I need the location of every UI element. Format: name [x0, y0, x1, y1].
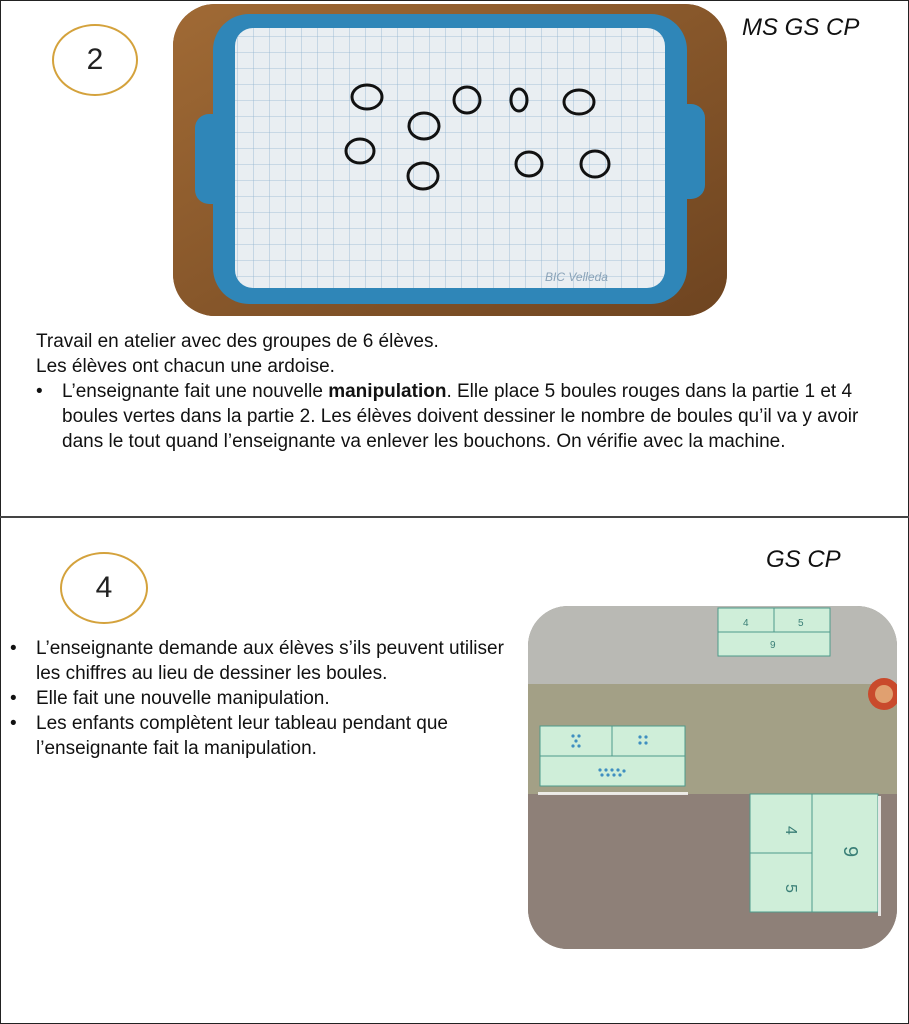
- section-4: [0, 518, 909, 1024]
- step-number-badge: [52, 24, 138, 96]
- intro-line: Travail en atelier avec des groupes de 6 élèves.: [36, 331, 439, 352]
- section-2-text: [36, 329, 876, 454]
- class-levels: MS GS CP: [742, 14, 860, 41]
- svg-text:4: 4: [743, 618, 749, 629]
- workshop-photo: [528, 606, 897, 949]
- emphasis-text: manipulation: [328, 381, 447, 402]
- class-levels: GS CP: [766, 546, 841, 573]
- section-4-text: [10, 636, 510, 761]
- slate-brand-text: BIC Velleda: [545, 270, 608, 284]
- svg-text:9: 9: [839, 846, 861, 858]
- bullet-item: • L’enseignante demande aux élèves s’ils peuvent utiliser les chiffres au lieu de dessiner les boules.: [10, 636, 510, 686]
- top-card: [718, 608, 830, 656]
- svg-text:5: 5: [782, 884, 799, 893]
- svg-text:4: 4: [782, 826, 799, 835]
- bullet-item: • Les enfants complètent leur tableau pendant que l’enseignante fait la manipulation.: [10, 711, 510, 761]
- step-number-badge: [60, 552, 148, 624]
- bullet-item: • L’enseignante fait une nouvelle manipulation. Elle place 5 boules rouges dans la partie 1 et 4 boules vertes dans la partie 2. Les élèves doivent dessiner le nombre de boules qu’il va y avoir dans le tout quand l’enseignante va enlever les bouchons. On vérifie avec la machine.: [36, 379, 876, 454]
- step-number: 4: [95, 571, 113, 604]
- middle-card: [540, 726, 685, 786]
- slate-illustration: [173, 4, 727, 316]
- slate-photo: [173, 4, 727, 316]
- svg-text:5: 5: [798, 618, 804, 629]
- svg-text:9: 9: [770, 640, 776, 651]
- workshop-illustration: [528, 606, 897, 949]
- bottom-card: [750, 794, 878, 912]
- intro-line: Les élèves ont chacun une ardoise.: [36, 356, 335, 377]
- step-number: 2: [86, 43, 104, 76]
- bullet-item: • Elle fait une nouvelle manipulation.: [10, 686, 510, 711]
- bullet-list: [36, 379, 876, 454]
- bullet-list: [10, 636, 510, 761]
